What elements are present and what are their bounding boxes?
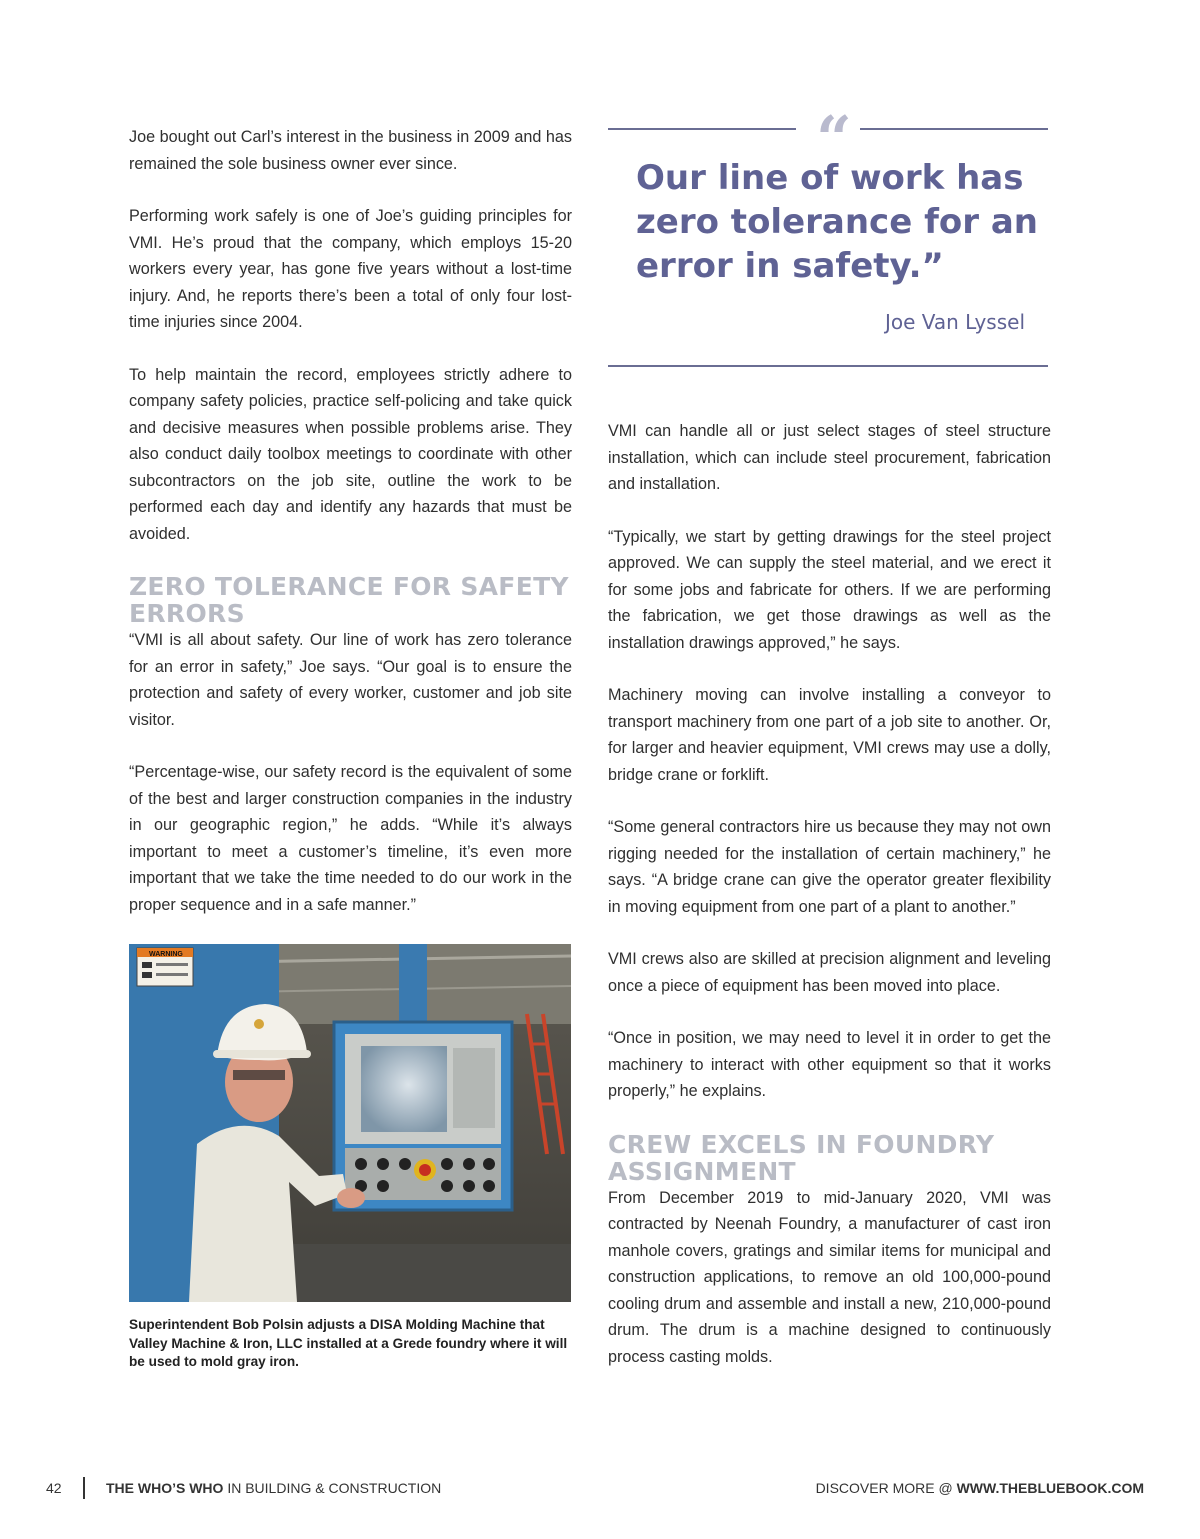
body-paragraph: “Once in position, we may need to level it in order to get the machinery to interact with other equipment so that it works properly,” he explains. bbox=[608, 1029, 1051, 1100]
photo-illustration bbox=[129, 944, 571, 1302]
section-heading: CREW EXCELS IN FOUNDRY ASSIGNMENT bbox=[608, 1129, 995, 1186]
pull-quote-text: Our line of work has zero tolerance for an error in safety.” bbox=[636, 158, 1039, 286]
publication-name bbox=[106, 1480, 441, 1496]
warning-label: WARNING bbox=[149, 951, 183, 958]
discover-prefix: DISCOVER MORE @ bbox=[815, 1480, 957, 1496]
pull-quote-rule-right bbox=[860, 128, 1048, 130]
body-paragraph: “Typically, we start by getting drawings for the steel project approved. We can supply the steel material, and we erect it for some jobs and fabricate for others. If we are performing the fabrication, we get those drawings as well as the installation drawings approved,” he says. bbox=[608, 527, 1051, 652]
photo-superintendent-at-machine bbox=[129, 944, 571, 1302]
body-paragraph: From December 2019 to mid-January 2020, VMI was contracted by Neenah Foundry, a manufacturer of cast iron manhole covers, gratings and similar items for municipal and construction applications, to remove an old 100,000-pound cooling drum and assemble and install a new, 210,000-pound drum. The drum is a machine designed to continuously process casting molds. bbox=[608, 1188, 1051, 1366]
left-column bbox=[129, 124, 572, 1372]
right-column bbox=[608, 102, 1051, 1396]
quote-mark-icon: “ bbox=[816, 102, 852, 175]
publication-name-bold: THE WHO’S WHO bbox=[106, 1480, 224, 1496]
body-paragraph: “Percentage-wise, our safety record is the equivalent of some of the best and larger construction companies in the industry in our geographic region,” he adds. “While it’s always important to meet a customer’s timeline, it’s even more important that we take the time needed to do our work in the proper sequence and in a safe manner.” bbox=[129, 763, 572, 914]
footer-divider bbox=[83, 1477, 85, 1499]
discover-more bbox=[816, 1480, 1144, 1496]
body-paragraph: “VMI is all about safety. Our line of work has zero tolerance for an error in safety,” Joe says. “Our goal is to ensure the protection and safety of every worker, customer and job site visitor. bbox=[129, 631, 572, 729]
body-paragraph: To help maintain the record, employees strictly adhere to company safety policies, practice self-policing and take quick and decisive measures when possible problems arise. They also conduct daily toolbox meetings to coordinate with other subcontractors on the job site, outline the work to be performed each day and identify any hazards that must be avoided. bbox=[129, 365, 572, 543]
page-number: 42 bbox=[46, 1480, 62, 1496]
pull-quote-rule-bottom bbox=[608, 365, 1048, 367]
publication-name-rest: IN BUILDING & CONSTRUCTION bbox=[223, 1480, 442, 1496]
body-paragraph: Joe bought out Carl’s interest in the business in 2009 and has remained the sole business owner ever since. bbox=[129, 128, 572, 173]
website-link[interactable]: WWW.THEBLUEBOOK.COM bbox=[956, 1480, 1144, 1496]
body-paragraph: Performing work safely is one of Joe’s guiding principles for VMI. He’s proud that the company, which employs 15-20 workers every year, has gone five years without a lost-time injury. And, he reports there’s been a total of only four lost-time injuries since 2004. bbox=[129, 207, 572, 331]
photo-caption: Superintendent Bob Polsin adjusts a DISA Molding Machine that Valley Machine & Iron, LLC installed at a Grede foundry where it will be used to mold gray iron. bbox=[129, 1317, 568, 1369]
pull-quote-author: Joe Van Lyssel bbox=[884, 310, 1025, 334]
body-paragraph: “Some general contractors hire us because they may not own rigging needed for the installation of certain machinery,” he says. “A bridge crane can give the operator greater flexibility in moving equipment from one part of a plant to another.” bbox=[608, 818, 1051, 916]
section-heading: ZERO TOLERANCE FOR SAFETY ERRORS bbox=[129, 572, 569, 628]
pull-quote-rule-left bbox=[608, 128, 796, 130]
page-footer bbox=[0, 1477, 1200, 1499]
body-paragraph: VMI crews also are skilled at precision alignment and leveling once a piece of equipment has been moved into place. bbox=[608, 950, 1051, 995]
body-paragraph: VMI can handle all or just select stages of steel structure installation, which can include steel procurement, fabrication and installation. bbox=[608, 422, 1051, 493]
pull-quote bbox=[608, 102, 1051, 372]
body-paragraph: Machinery moving can involve installing a conveyor to transport machinery from one part of a job site to another. Or, for larger and heavier equipment, VMI crews may use a dolly, bridge crane or forklift. bbox=[608, 686, 1051, 784]
